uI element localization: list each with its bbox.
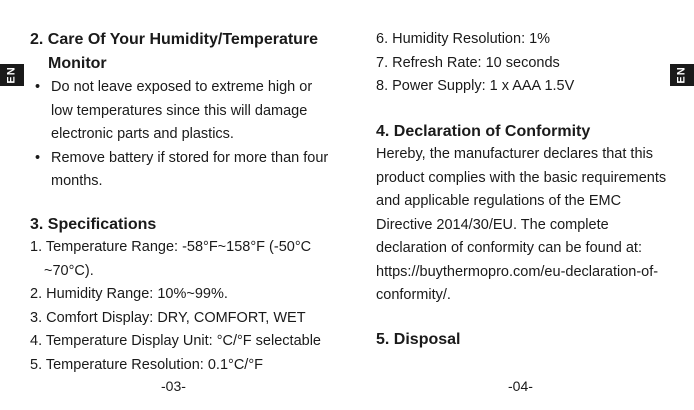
spec-item: 8. Power Supply: 1 x AAA 1.5V [376, 78, 575, 94]
specifications-list-continued [376, 28, 676, 99]
care-list [30, 76, 330, 194]
language-tab-left-label: EN [6, 66, 18, 84]
page-number-left: -03- [161, 378, 186, 394]
specifications-list [30, 236, 330, 377]
language-tab-right-label: EN [676, 66, 688, 84]
spec-item: 4. Temperature Display Unit: °C/°F selectable [30, 333, 321, 349]
spec-item: 6. Humidity Resolution: 1% [376, 31, 551, 47]
bullet-icon: • [35, 149, 41, 166]
spec-item: 7. Refresh Rate: 10 seconds [376, 54, 560, 71]
bullet-icon: • [35, 79, 41, 95]
spec-item: 3. Comfort Display: DRY, COMFORT, WET [30, 309, 306, 326]
conformity-heading: 4. Declaration of Conformity [376, 122, 591, 140]
care-heading: 2. Care Of Your Humidity/Temperature Monitor [30, 31, 319, 72]
left-column [30, 28, 330, 377]
page-number-right: -04- [508, 378, 533, 394]
spec-item: 5. Temperature Resolution: 0.1°C/°F [30, 356, 263, 373]
disposal-heading: 5. Disposal [376, 330, 461, 348]
specifications-heading: 3. Specifications [30, 215, 157, 233]
conformity-body: Hereby, the manufacturer declares that this product complies with the basic requirements and applicable regulations of the EMC Directive 2014/30/EU. The complete declaration of conformity can be found at: https://buythermopro.com/eu-declaration-of-conformity/. [376, 146, 667, 303]
spec-item: 2. Humidity Range: 10%~99%. [30, 286, 228, 302]
right-column [376, 28, 676, 351]
care-item-text: Do not leave exposed to extreme high or low temperatures since this will damage electronic parts and plastics. [51, 79, 313, 142]
care-item-text: Remove battery if stored for more than four months. [51, 149, 329, 189]
care-item [30, 76, 330, 147]
spec-item: 1. Temperature Range: -58°F~158°F (-50°C ~70°C). [30, 239, 312, 279]
care-item [30, 147, 330, 194]
language-tab-left [0, 64, 24, 86]
